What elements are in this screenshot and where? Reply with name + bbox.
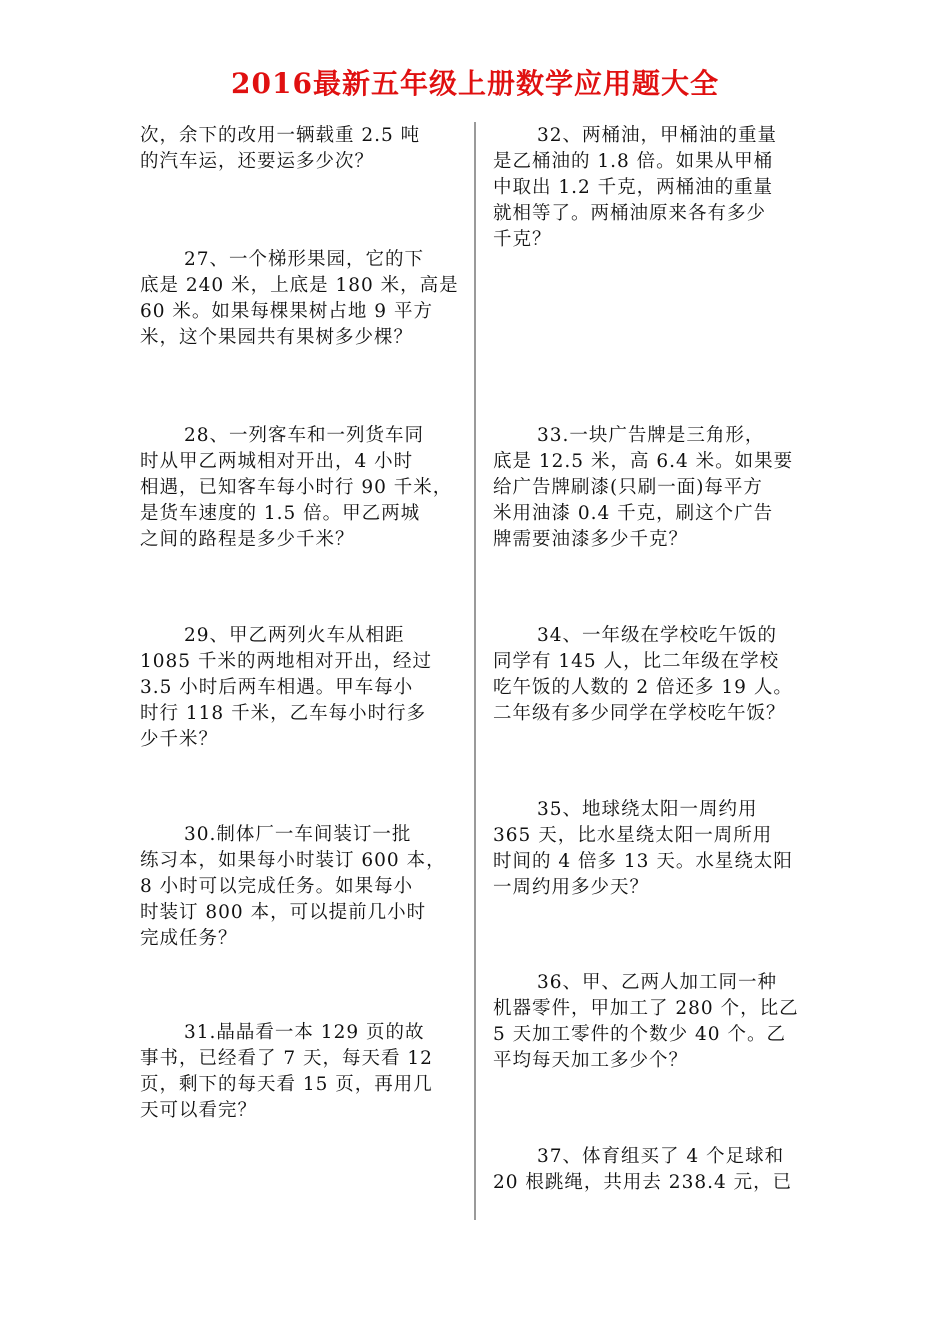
question-line: 34、一年级在学校吃午饭的 bbox=[537, 625, 778, 646]
question-line: 是乙桶油的 1.8 倍。如果从甲桶 bbox=[493, 151, 774, 172]
question-line: 27、一个梯形果园，它的下 bbox=[184, 249, 425, 270]
question-line: 千克？ bbox=[493, 229, 552, 250]
question-line: 是货车速度的 1.5 倍。甲乙两城 bbox=[140, 503, 421, 524]
column-divider bbox=[474, 122, 476, 1220]
question-line: 吃午饭的人数的 2 倍还多 19 人。 bbox=[493, 677, 793, 698]
question-line: 练习本，如果每小时装订 600 本， bbox=[140, 850, 446, 871]
question-line: 时行 118 千米，乙车每小时行多 bbox=[140, 703, 427, 724]
question-line: 牌需要油漆多少千克？ bbox=[493, 529, 689, 550]
question-line: 二年级有多少同学在学校吃午饭？ bbox=[493, 703, 786, 724]
question-31 bbox=[140, 1020, 464, 1124]
question-37 bbox=[493, 1144, 817, 1196]
question-line: 事书，已经看了 7 天，每天看 12 bbox=[140, 1048, 433, 1069]
question-line: 365 天，比水星绕太阳一周所用 bbox=[493, 825, 773, 846]
question-line: 米，这个果园共有果树多少棵？ bbox=[140, 327, 414, 348]
question-line: 次，余下的改用一辆载重 2.5 吨 bbox=[140, 125, 421, 146]
question-line: 8 小时可以完成任务。如果每小 bbox=[140, 876, 414, 897]
question-33 bbox=[493, 423, 817, 553]
question-34 bbox=[493, 623, 817, 727]
question-36 bbox=[493, 970, 817, 1074]
question-line: 36、甲、乙两人加工同一种 bbox=[537, 972, 778, 993]
question-line: 相遇，已知客车每小时行 90 千米， bbox=[140, 477, 453, 498]
question-27 bbox=[140, 247, 464, 351]
question-line: 米用油漆 0.4 千克，刷这个广告 bbox=[493, 503, 774, 524]
question-line: 同学有 145 人，比二年级在学校 bbox=[493, 651, 780, 672]
question-line: 底是 12.5 米，高 6.4 米。如果要 bbox=[493, 451, 794, 472]
question-line: 时从甲乙两城相对开出，4 小时 bbox=[140, 451, 414, 472]
question-line: 时间的 4 倍多 13 天。水星绕太阳 bbox=[493, 851, 793, 872]
question-30 bbox=[140, 822, 464, 952]
question-line: 底是 240 米，上底是 180 米，高是 bbox=[140, 275, 459, 296]
question-32 bbox=[493, 123, 817, 253]
question-line: 1085 千米的两地相对开出，经过 bbox=[140, 651, 432, 672]
question-line: 少千米？ bbox=[140, 729, 219, 750]
question-line: 的汽车运，还要运多少次？ bbox=[140, 151, 375, 172]
question-line: 20 根跳绳，共用去 238.4 元，已 bbox=[493, 1172, 793, 1193]
question-line: 3.5 小时后两车相遇。甲车每小 bbox=[140, 677, 414, 698]
question-line: 一周约用多少天？ bbox=[493, 877, 650, 898]
question-line: 页，剩下的每天看 15 页，再用几 bbox=[140, 1074, 433, 1095]
question-line: 5 天加工零件的个数少 40 个。乙 bbox=[493, 1024, 786, 1045]
question-line: 机器零件，甲加工了 280 个，比乙 bbox=[493, 998, 799, 1019]
question-line: 28、一列客车和一列货车同 bbox=[184, 425, 425, 446]
question-line: 平均每天加工多少个？ bbox=[493, 1050, 689, 1071]
question-28 bbox=[140, 423, 464, 553]
question-line: 就相等了。两桶油原来各有多少 bbox=[493, 203, 767, 224]
question-line: 29、甲乙两列火车从相距 bbox=[184, 625, 405, 646]
question-29 bbox=[140, 623, 464, 753]
question-line: 60 米。如果每棵果树占地 9 平方 bbox=[140, 301, 433, 322]
question-line: 37、体育组买了 4 个足球和 bbox=[537, 1146, 785, 1167]
question-line: 时装订 800 本，可以提前几小时 bbox=[140, 902, 427, 923]
question-line: 35、地球绕太阳一周约用 bbox=[537, 799, 758, 820]
question-line: 中取出 1.2 千克，两桶油的重量 bbox=[493, 177, 774, 198]
question-line: 天可以看完？ bbox=[140, 1100, 258, 1121]
page-title: 2016最新五年级上册数学应用题大全 bbox=[231, 67, 719, 100]
question-line: 之间的路程是多少千米？ bbox=[140, 529, 355, 550]
question-26-continuation bbox=[140, 123, 464, 175]
question-line: 完成任务？ bbox=[140, 928, 238, 949]
question-line: 给广告牌刷漆(只刷一面)每平方 bbox=[493, 477, 763, 498]
question-line: 33.一块广告牌是三角形， bbox=[537, 425, 765, 446]
question-35 bbox=[493, 797, 817, 901]
question-line: 32、两桶油，甲桶油的重量 bbox=[537, 125, 778, 146]
question-line: 30.制体厂一车间装订一批 bbox=[184, 824, 412, 845]
question-line: 31.晶晶看一本 129 页的故 bbox=[184, 1022, 425, 1043]
